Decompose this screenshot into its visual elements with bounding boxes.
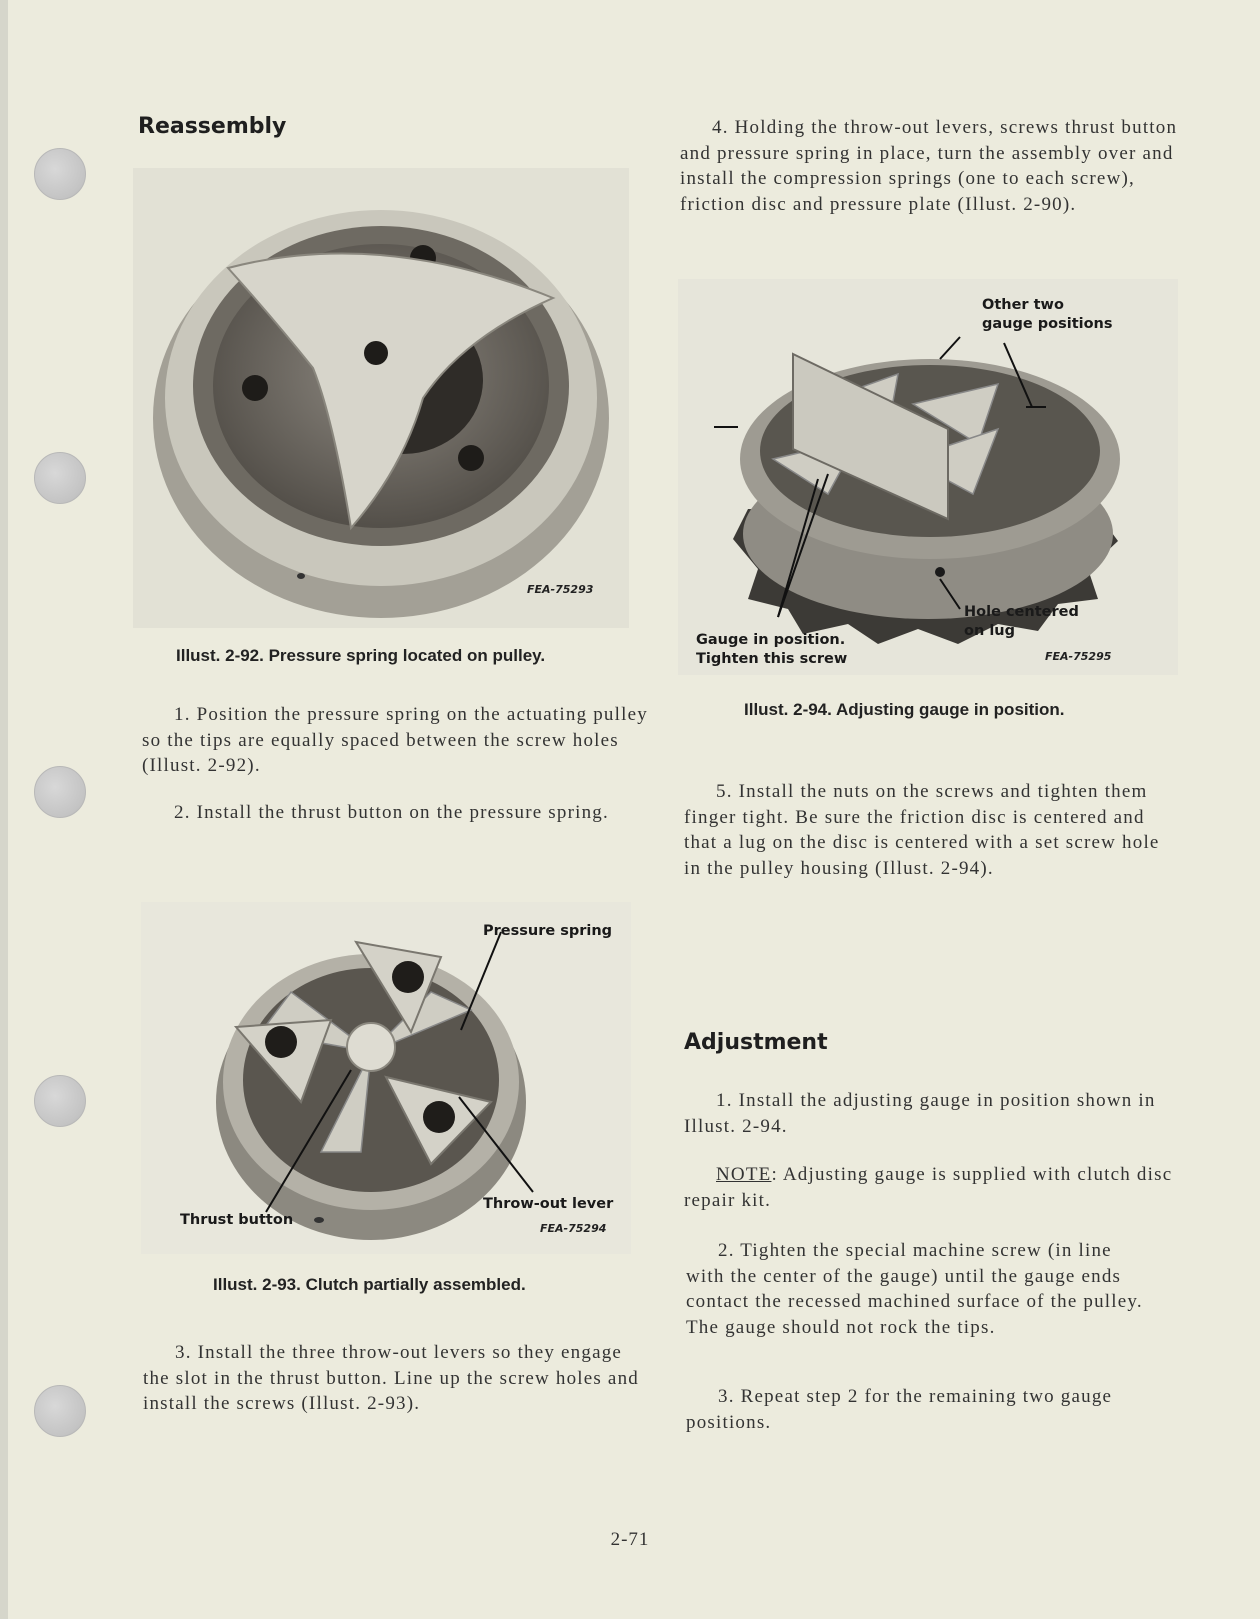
reassembly-step-1: 1. Position the pressure spring on the actuating pulley so the tips are equally spaced between the screw holes (Illust. 2-92). bbox=[142, 704, 648, 776]
callout-hole-line1: Hole centered bbox=[964, 604, 1079, 620]
callout-other-two-gauge-positions bbox=[982, 296, 1113, 334]
figure-2-94-caption: Illust. 2-94. Adjusting gauge in position. bbox=[744, 700, 1065, 719]
figure-2-93-label: FEA-75294 bbox=[540, 1222, 607, 1235]
callout-gauge-in-position bbox=[696, 631, 847, 669]
callout-other-two-line2: gauge positions bbox=[982, 316, 1113, 332]
callout-other-two-line1: Other two bbox=[982, 297, 1064, 313]
note-label: NOTE bbox=[716, 1164, 772, 1185]
reassembly-step-2: 2. Install the thrust button on the pressure spring. bbox=[174, 802, 609, 823]
figure-2-92-photo bbox=[133, 168, 629, 628]
note-text: : Adjusting gauge is supplied with clutch disc repair kit. bbox=[684, 1164, 1173, 1211]
callout-hole-centered bbox=[964, 603, 1079, 641]
binder-hole-5 bbox=[34, 1385, 86, 1437]
adjustment-heading: Adjustment bbox=[684, 1030, 828, 1055]
reassembly-heading: Reassembly bbox=[138, 114, 287, 139]
reassembly-step-4: 4. Holding the throw-out levers, screws thrust button and pressure spring in place, turn the assembly over and install the compression springs (one to each screw), friction disc and pressure plate (Illust. 2-90). bbox=[680, 117, 1178, 215]
page-number: 2-71 bbox=[610, 1529, 650, 1550]
figure-2-94-photo bbox=[678, 279, 1178, 675]
callout-pressure-spring: Pressure spring bbox=[483, 923, 613, 939]
adjustment-step-1: 1. Install the adjusting gauge in position shown in Illust. 2-94. bbox=[684, 1090, 1156, 1137]
page-edge bbox=[0, 0, 8, 1619]
binder-hole-1 bbox=[34, 148, 86, 200]
adjustment-note bbox=[684, 1162, 1180, 1213]
figure-2-94-label: FEA-75295 bbox=[1045, 650, 1112, 663]
reassembly-step-3: 3. Install the three throw-out levers so they engage the slot in the thrust button. Line up the screw holes and install the screws (Illust. 2-93). bbox=[143, 1342, 639, 1414]
reassembly-step-5: 5. Install the nuts on the screws and tighten them finger tight. Be sure the friction disc is centered and that a lug on the disc is centered with a set screw hole in the pulley housing (Illust. 2-94). bbox=[684, 781, 1160, 879]
figure-2-92-caption: Illust. 2-92. Pressure spring located on pulley. bbox=[176, 646, 546, 665]
figure-2-92-label: FEA-75293 bbox=[527, 583, 594, 596]
callout-thrust-button: Thrust button bbox=[180, 1212, 294, 1228]
callout-hole-line2: on lug bbox=[964, 623, 1016, 639]
callout-gauge-line2: Tighten this screw bbox=[696, 651, 848, 667]
figure-2-93-caption: Illust. 2-93. Clutch partially assembled. bbox=[213, 1275, 526, 1294]
adjustment-step-2: 2. Tighten the special machine screw (in line with the center of the gauge) until the gauge ends contact the recessed machined surface of the pulley. The gauge should not rock the tips. bbox=[686, 1240, 1143, 1338]
callout-throw-out-lever: Throw-out lever bbox=[483, 1196, 614, 1212]
callout-gauge-line1: Gauge in position. bbox=[696, 632, 846, 648]
binder-hole-2 bbox=[34, 452, 86, 504]
binder-hole-3 bbox=[34, 766, 86, 818]
binder-hole-4 bbox=[34, 1075, 86, 1127]
adjustment-step-3: 3. Repeat step 2 for the remaining two gauge positions. bbox=[686, 1386, 1113, 1433]
